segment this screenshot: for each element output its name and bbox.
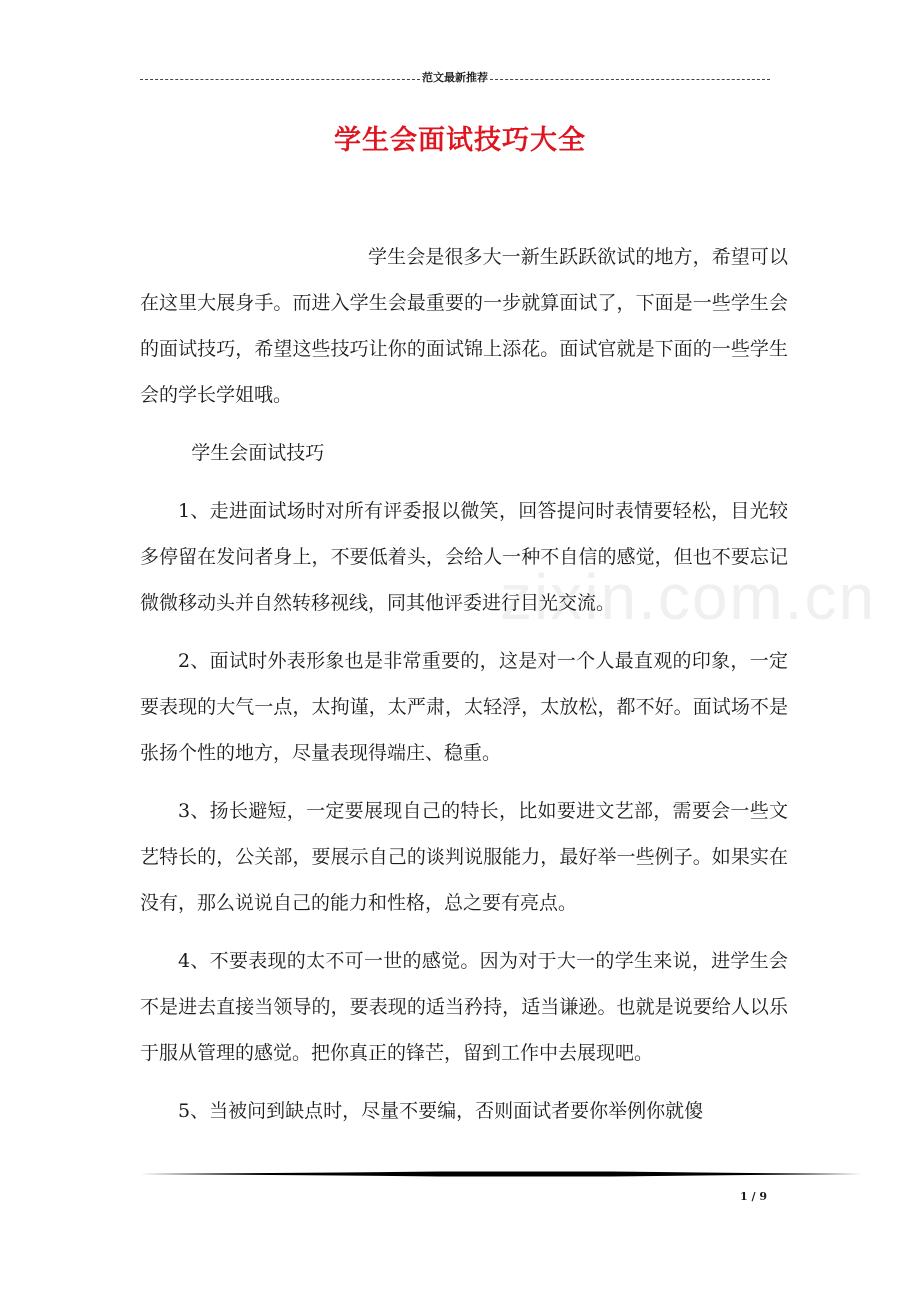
footer-rule — [140, 1171, 862, 1177]
header-dash-left — [140, 79, 420, 80]
page-header — [140, 68, 770, 88]
tip-paragraph-2: 2、面试时外表形象也是非常重要的，这是对一个人最直观的印象，一定要表现的大气一点，太拘谨，太严肃，太轻浮，太放松，都不好。面试场不是张扬个性的地方，尽量表现得端庄、稳重。 — [140, 650, 788, 764]
watermark: zixin.com.cn — [500, 561, 877, 633]
header-text: 范文最新推荐 — [422, 71, 488, 84]
intro-paragraph: 学生会是很多大一新生跃跃欲试的地方，希望可以在这里大展身手。而进入学生会最重要的一步就算面试了，下面是一些学生会的面试技巧，希望这些技巧让你的面试锦上添花。面试官就是下面的一些学生会的学长学姐哦。 — [140, 246, 788, 406]
document-body — [140, 234, 788, 1146]
tip-paragraph-5: 5、当被问到缺点时，尽量不要编，否则面试者要你举例你就傻 — [178, 1100, 704, 1122]
page-number: 1 / 9 — [740, 1190, 767, 1203]
tip-paragraph-4: 4、不要表现的太不可一世的感觉。因为对于大一的学生来说，进学生会不是进去直接当领导的，要表现的适当矜持，适当谦逊。也就是说要给人以乐于服从管理的感觉。把你真正的锋芒，留到工作中去展现吧。 — [140, 950, 788, 1064]
header-dash-right — [490, 79, 770, 80]
tip-paragraph-1: 1、走进面试场时对所有评委报以微笑，回答提问时表情要轻松，目光较多停留在发问者身上，不要低着头，会给人一种不自信的感觉，但也不要忘记微微移动头并自然转移视线，同其他评委进行目光交流。 — [140, 500, 788, 614]
section-heading: 学生会面试技巧 — [191, 442, 325, 464]
document-title: 学生会面试技巧大全 — [334, 125, 586, 156]
tip-paragraph-3: 3、扬长避短，一定要展现自己的特长，比如要进文艺部，需要会一些文艺特长的，公关部，要展示自己的谈判说服能力，最好举一些例子。如果实在没有，那么说说自己的能力和性格，总之要有亮点。 — [140, 800, 788, 914]
